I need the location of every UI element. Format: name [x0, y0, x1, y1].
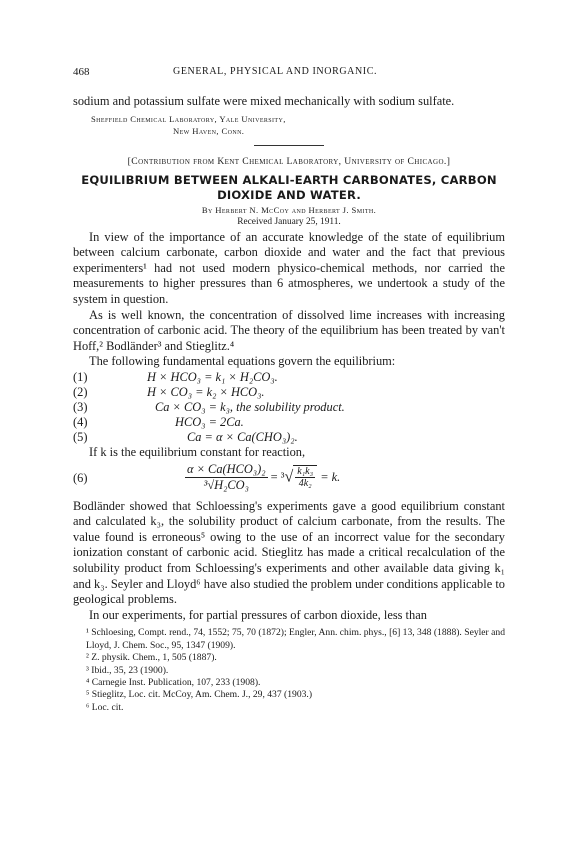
paragraph-5: Bodländer showed that Schloessing's experiments gave a good equilibrium constant and calculated k₃, the solubility product of calcium carbonate, from the results. The value found is erroneous⁵ owing to the use of an incorrect value for the secondary ionization constant of carbonic acid. Stieglitz has made a critical recalculation of the solubility product from Schloessing's experiments and other available data giving k₁ and k₃. Seyler and Lloyd⁶ have also studied the problem under conditions applicable to geological problems. [73, 498, 505, 607]
equation-6-expression [185, 462, 340, 493]
radical-sign-icon: √ [284, 468, 294, 486]
equation-6-fraction [185, 462, 268, 493]
radicand [293, 465, 317, 489]
equation-4 [73, 415, 505, 430]
equation-5 [73, 430, 505, 445]
equation-3 [73, 400, 505, 415]
equation-text: H × CO₃ = k₂ × HCO₃. [147, 384, 265, 399]
equation-text: Ca × CO₃ = k₃, the solubility product. [155, 399, 345, 414]
article-title-line-1: EQUILIBRIUM BETWEEN ALKALI-EARTH CARBONATES, CARBON [81, 172, 497, 187]
equation-1 [73, 370, 505, 385]
radicand-numerator: k₁k₃ [297, 466, 314, 478]
radicand-fraction [295, 466, 315, 489]
paragraph-4: If k is the equilibrium constant for reaction, [89, 444, 306, 459]
equation-number: (5) [73, 429, 88, 444]
equation-list [73, 370, 505, 445]
paragraph-1: In view of the importance of an accurate knowledge of the state of equilibrium between calcium carbonate, carbon dioxide and water and the fact that previous experimenters¹ had not used modern physico-chemical methods, nor carried the measurements to higher pressures than 6 atmospheres, we undertook a study of the system in question. [73, 229, 505, 306]
page-number: 468 [73, 66, 90, 78]
contribution-line: [Contribution from Kent Chemical Laboratory, University of Chicago.] [127, 155, 451, 167]
page-body [73, 94, 505, 714]
equation-number: (3) [73, 399, 88, 414]
equation-text: H × HCO₃ = k₁ × H₂CO₃. [147, 369, 278, 384]
previous-article-ending: sodium and potassium sulfate were mixed mechanically with sodium sulfate. [73, 94, 455, 108]
section-divider [254, 145, 324, 146]
article-authors: By Herbert N. McCoy and Herbert J. Smith. [201, 204, 377, 215]
equation-6-equals: = ³ [270, 469, 285, 484]
equation-number: (6) [73, 470, 88, 485]
footnote-3: ³ Ibid., 35, 23 (1900). [86, 664, 169, 676]
footnotes [73, 627, 505, 714]
paragraph-3: The following fundamental equations govern the equilibrium: [89, 354, 396, 369]
fraction-denominator: ³√H₂CO₃ [203, 477, 249, 492]
footnote-4: ⁴ Carnegie Inst. Publication, 107, 233 (1908). [86, 676, 261, 688]
equation-number: (4) [73, 414, 88, 429]
paragraph-2: As is well known, the concentration of dissolved lime increases with increasing concentration of carbonic acid. The theory of the equilibrium has been treated by van't Hoff,² Bodländer³ and Stieglitz.⁴ [73, 307, 505, 353]
footnote-1: ¹ Schloesing, Compt. rend., 74, 1552; 75, 70 (1872); Engler, Ann. chim. phys., [6] 13, 348 (1888). Seyler and Lloyd, J. Chem. Soc., 95, 1347 (1909). [86, 627, 505, 651]
previous-affiliation [73, 113, 505, 137]
equation-6 [73, 461, 505, 499]
affiliation-line-2: New Haven, Conn. [173, 125, 245, 136]
footnote-6: ⁶ Loc. cit. [86, 701, 124, 713]
equation-text: HCO₃ = 2Ca. [175, 414, 244, 429]
running-head-title: GENERAL, PHYSICAL AND INORGANIC. [173, 66, 378, 77]
received-date: Received January 25, 1911. [237, 216, 341, 227]
article-title-line-2: DIOXIDE AND WATER. [217, 187, 361, 202]
radicand-denominator: 4k₂ [298, 478, 312, 490]
equation-number: (2) [73, 384, 88, 399]
fraction-numerator: α × Ca(HCO₃)₂ [187, 461, 266, 476]
equation-number: (1) [73, 369, 88, 384]
footnote-5: ⁵ Stieglitz, Loc. cit. McCoy, Am. Chem. J., 29, 437 (1903.) [86, 689, 313, 701]
equation-6-result: = k. [320, 469, 341, 484]
equation-2 [73, 385, 505, 400]
affiliation-line-1: Sheffield Chemical Laboratory, Yale University, [91, 113, 286, 124]
equation-text: Ca = α × Ca(CHO₃)₂. [187, 429, 298, 444]
paragraph-6: In our experiments, for partial pressures of carbon dioxide, less than [89, 607, 427, 622]
footnote-2: ² Z. physik. Chem., 1, 505 (1887). [86, 652, 217, 664]
